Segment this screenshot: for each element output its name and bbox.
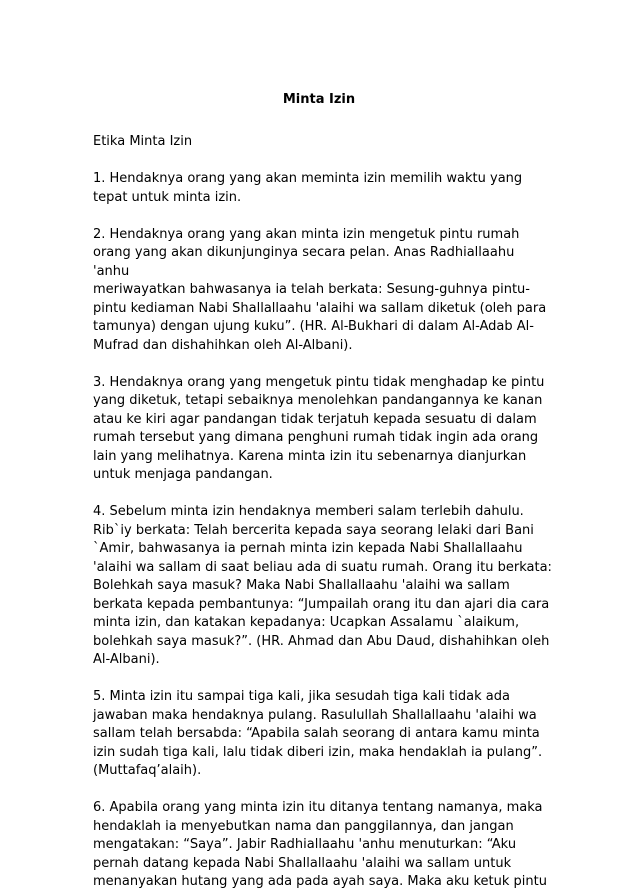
paragraph-2: 2. Hendaknya orang yang akan minta izin mengetuk pintu rumah orang yang akan dikunjunginya secara pelan. Anas Radhiallaahu 'anhu meriwayatkan bahwasanya ia telah berkata: Sesung-guhnya pintu- pintu kediaman Nabi Shallallaahu 'alaihi wa sallam diketuk (oleh para tamunya) dengan ujung kuku”. (HR. Al-Bukhari di dalam Al-Adab Al- Mufrad dan dishahihkan oleh Al-Albani). [93,226,547,353]
paragraph-1: 1. Hendaknya orang yang akan meminta izin memilih waktu yang tepat untuk minta izin. [93,171,523,205]
paragraph-4: 4. Sebelum minta izin hendaknya memberi salam terlebih dahulu. Rib`iy berkata: Telah bercerita kepada saya seorang lelaki dari Bani `Amir, bahwasanya ia pernah minta izin kepada Nabi Shallallaahu 'alaihi wa sallam di saat beliau ada di suatu rumah. Orang itu berkata: Bolehkah saya masuk? Maka Nabi Shallallaahu 'alaihi wa sallam berkata kepada pembantunya: “Jumpailah orang itu dan ajari dia cara minta izin, dan katakan kepadanya: Ucapkan Assalamu `alaikum, bolehkah saya masuk?”. (HR. Ahmad dan Abu Daud, dishahihkan oleh Al-Albani). [93,504,552,667]
paragraph-5: 5. Minta izin itu sampai tiga kali, jika sesudah tiga kali tidak ada jawaban maka hendaknya pulang. Rasulullah Shallallaahu 'alaihi wa sallam telah bersabda: “Apabila salah seorang di antara kamu minta izin sudah tiga kali, lalu tidak diberi izin, maka hendaklah ia pulang”. (Muttafaq’alaih). [93,689,543,778]
document-title: Minta Izin [282,92,356,107]
document-body [93,133,553,892]
section-heading: Etika Minta Izin [93,134,193,149]
paragraph-6: 6. Apabila orang yang minta izin itu ditanya tentang namanya, maka hendaklah ia menyebutkan nama dan panggilannya, dan jangan mengatakan: “Saya”. Jabir Radhiallaahu 'anhu menuturkan: “Aku pernah datang kepada Nabi Shallallaahu 'alaihi wa sallam untuk menanyakan hutang yang ada pada ayah saya. Maka aku ketuk pintu [93,800,547,889]
paragraph-3: 3. Hendaknya orang yang mengetuk pintu tidak menghadap ke pintu yang diketuk, tetapi sebaiknya menolehkan pandangannya ke kanan atau ke kiri agar pandangan tidak terjatuh kepada sesuatu di dalam rumah tersebut yang dimana penghuni rumah tidak ingin ada orang lain yang melihatnya. Karena minta izin itu sebenarnya dianjurkan untuk menjaga pandangan. [93,374,545,482]
